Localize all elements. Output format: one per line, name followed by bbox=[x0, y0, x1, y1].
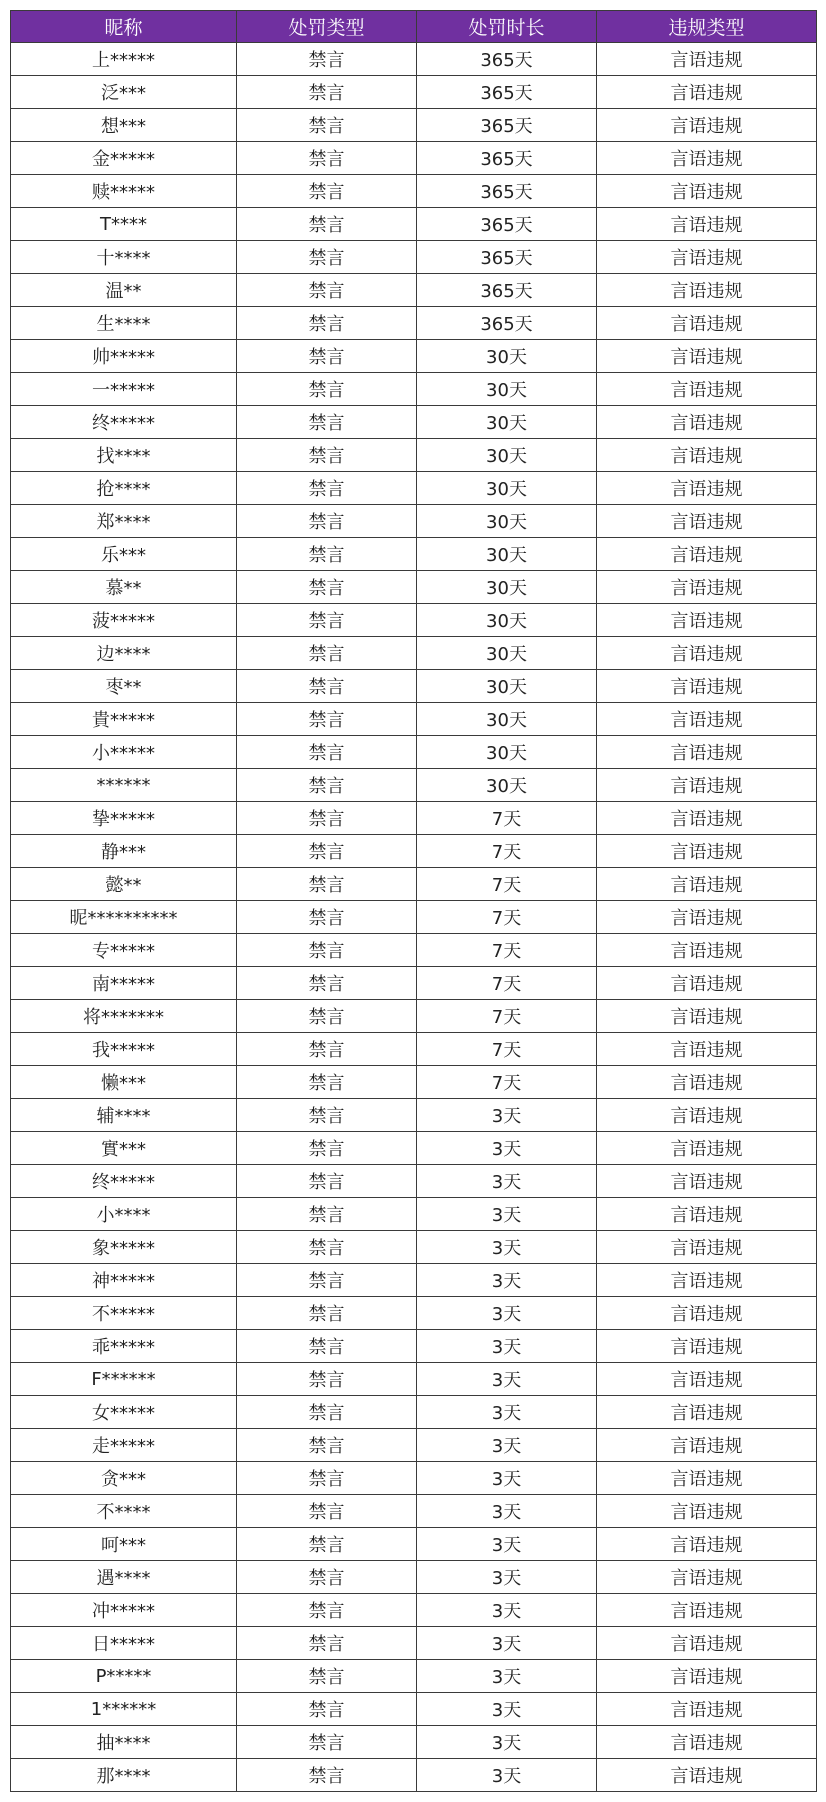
table-row bbox=[11, 1231, 817, 1264]
cell-penalty-type: 禁言 bbox=[237, 307, 417, 340]
cell-penalty-type: 禁言 bbox=[237, 868, 417, 901]
cell-violation-type: 言语违规 bbox=[597, 175, 817, 208]
cell-violation-type: 言语违规 bbox=[597, 1099, 817, 1132]
cell-penalty-type: 禁言 bbox=[237, 1363, 417, 1396]
cell-penalty-type: 禁言 bbox=[237, 1099, 417, 1132]
table-row bbox=[11, 1561, 817, 1594]
table-row bbox=[11, 1132, 817, 1165]
cell-nickname: 挚***** bbox=[11, 802, 237, 835]
cell-nickname: 静*** bbox=[11, 835, 237, 868]
table-row bbox=[11, 1033, 817, 1066]
cell-penalty-duration: 30天 bbox=[417, 736, 597, 769]
cell-penalty-duration: 3天 bbox=[417, 1231, 597, 1264]
cell-penalty-type: 禁言 bbox=[237, 1495, 417, 1528]
cell-penalty-duration: 3天 bbox=[417, 1165, 597, 1198]
table-row bbox=[11, 1660, 817, 1693]
cell-violation-type: 言语违规 bbox=[597, 1594, 817, 1627]
table-row bbox=[11, 1363, 817, 1396]
cell-violation-type: 言语违规 bbox=[597, 505, 817, 538]
cell-violation-type: 言语违规 bbox=[597, 571, 817, 604]
table-row bbox=[11, 406, 817, 439]
cell-penalty-duration: 3天 bbox=[417, 1132, 597, 1165]
table-row bbox=[11, 1693, 817, 1726]
cell-penalty-type: 禁言 bbox=[237, 76, 417, 109]
cell-violation-type: 言语违规 bbox=[597, 208, 817, 241]
cell-penalty-type: 禁言 bbox=[237, 604, 417, 637]
table-row bbox=[11, 835, 817, 868]
table-row bbox=[11, 439, 817, 472]
cell-violation-type: 言语违规 bbox=[597, 1528, 817, 1561]
cell-nickname: 我***** bbox=[11, 1033, 237, 1066]
cell-violation-type: 言语违规 bbox=[597, 637, 817, 670]
cell-penalty-type: 禁言 bbox=[237, 1594, 417, 1627]
cell-nickname: 终***** bbox=[11, 1165, 237, 1198]
cell-violation-type: 言语违规 bbox=[597, 967, 817, 1000]
cell-violation-type: 言语违规 bbox=[597, 1462, 817, 1495]
table-row bbox=[11, 472, 817, 505]
cell-penalty-type: 禁言 bbox=[237, 1462, 417, 1495]
cell-violation-type: 言语违规 bbox=[597, 1627, 817, 1660]
table-row bbox=[11, 43, 817, 76]
cell-violation-type: 言语违规 bbox=[597, 1132, 817, 1165]
cell-penalty-type: 禁言 bbox=[237, 1396, 417, 1429]
cell-violation-type: 言语违规 bbox=[597, 802, 817, 835]
table-row bbox=[11, 1495, 817, 1528]
cell-nickname: 不***** bbox=[11, 1297, 237, 1330]
table-row bbox=[11, 1396, 817, 1429]
table-row bbox=[11, 1528, 817, 1561]
table-row bbox=[11, 241, 817, 274]
cell-violation-type: 言语违规 bbox=[597, 604, 817, 637]
table-row bbox=[11, 1099, 817, 1132]
header-row bbox=[11, 11, 817, 43]
table-row bbox=[11, 571, 817, 604]
cell-nickname: 昵********** bbox=[11, 901, 237, 934]
cell-penalty-type: 禁言 bbox=[237, 769, 417, 802]
cell-nickname: 冲***** bbox=[11, 1594, 237, 1627]
table-row bbox=[11, 934, 817, 967]
table-row bbox=[11, 703, 817, 736]
cell-penalty-duration: 3天 bbox=[417, 1594, 597, 1627]
cell-nickname: 懒*** bbox=[11, 1066, 237, 1099]
cell-penalty-duration: 30天 bbox=[417, 472, 597, 505]
cell-nickname: 菠***** bbox=[11, 604, 237, 637]
cell-violation-type: 言语违规 bbox=[597, 340, 817, 373]
cell-penalty-duration: 3天 bbox=[417, 1363, 597, 1396]
cell-nickname: 抢**** bbox=[11, 472, 237, 505]
cell-nickname: 懿** bbox=[11, 868, 237, 901]
cell-penalty-duration: 3天 bbox=[417, 1660, 597, 1693]
cell-penalty-duration: 7天 bbox=[417, 1066, 597, 1099]
cell-violation-type: 言语违规 bbox=[597, 109, 817, 142]
cell-penalty-duration: 3天 bbox=[417, 1627, 597, 1660]
cell-violation-type: 言语违规 bbox=[597, 1759, 817, 1792]
cell-violation-type: 言语违规 bbox=[597, 1000, 817, 1033]
cell-penalty-duration: 7天 bbox=[417, 835, 597, 868]
cell-penalty-duration: 3天 bbox=[417, 1330, 597, 1363]
cell-penalty-duration: 30天 bbox=[417, 538, 597, 571]
cell-penalty-duration: 7天 bbox=[417, 1033, 597, 1066]
cell-violation-type: 言语违规 bbox=[597, 538, 817, 571]
cell-nickname: 小***** bbox=[11, 736, 237, 769]
cell-penalty-type: 禁言 bbox=[237, 274, 417, 307]
table-row bbox=[11, 637, 817, 670]
cell-nickname: T**** bbox=[11, 208, 237, 241]
cell-penalty-type: 禁言 bbox=[237, 472, 417, 505]
cell-nickname: 贪*** bbox=[11, 1462, 237, 1495]
cell-penalty-duration: 3天 bbox=[417, 1396, 597, 1429]
cell-penalty-type: 禁言 bbox=[237, 241, 417, 274]
table-row bbox=[11, 1000, 817, 1033]
cell-nickname: 貴***** bbox=[11, 703, 237, 736]
table-row bbox=[11, 967, 817, 1000]
cell-nickname: 枣** bbox=[11, 670, 237, 703]
cell-penalty-duration: 30天 bbox=[417, 505, 597, 538]
cell-penalty-duration: 30天 bbox=[417, 406, 597, 439]
cell-penalty-type: 禁言 bbox=[237, 373, 417, 406]
cell-nickname: 實*** bbox=[11, 1132, 237, 1165]
cell-penalty-duration: 7天 bbox=[417, 967, 597, 1000]
cell-penalty-type: 禁言 bbox=[237, 1066, 417, 1099]
table-row bbox=[11, 340, 817, 373]
cell-penalty-duration: 30天 bbox=[417, 340, 597, 373]
cell-penalty-type: 禁言 bbox=[237, 142, 417, 175]
cell-penalty-type: 禁言 bbox=[237, 934, 417, 967]
cell-penalty-duration: 30天 bbox=[417, 670, 597, 703]
cell-penalty-type: 禁言 bbox=[237, 340, 417, 373]
cell-penalty-type: 禁言 bbox=[237, 736, 417, 769]
cell-violation-type: 言语违规 bbox=[597, 769, 817, 802]
cell-nickname: 慕** bbox=[11, 571, 237, 604]
cell-violation-type: 言语违规 bbox=[597, 934, 817, 967]
cell-penalty-type: 禁言 bbox=[237, 175, 417, 208]
table-row bbox=[11, 307, 817, 340]
cell-violation-type: 言语违规 bbox=[597, 1264, 817, 1297]
cell-nickname: 不**** bbox=[11, 1495, 237, 1528]
cell-penalty-duration: 3天 bbox=[417, 1264, 597, 1297]
table-row bbox=[11, 1198, 817, 1231]
cell-nickname: ****** bbox=[11, 769, 237, 802]
cell-nickname: 那**** bbox=[11, 1759, 237, 1792]
table-row bbox=[11, 76, 817, 109]
table-row bbox=[11, 1165, 817, 1198]
cell-penalty-duration: 30天 bbox=[417, 703, 597, 736]
penalty-table bbox=[10, 10, 817, 1792]
cell-penalty-type: 禁言 bbox=[237, 1693, 417, 1726]
cell-violation-type: 言语违规 bbox=[597, 1165, 817, 1198]
cell-nickname: 抽**** bbox=[11, 1726, 237, 1759]
cell-violation-type: 言语违规 bbox=[597, 1033, 817, 1066]
header-violation-type: 违规类型 bbox=[597, 11, 817, 43]
cell-nickname: 乐*** bbox=[11, 538, 237, 571]
cell-penalty-duration: 30天 bbox=[417, 769, 597, 802]
cell-penalty-duration: 30天 bbox=[417, 637, 597, 670]
cell-penalty-type: 禁言 bbox=[237, 1759, 417, 1792]
cell-violation-type: 言语违规 bbox=[597, 1363, 817, 1396]
table-row bbox=[11, 208, 817, 241]
cell-nickname: 一***** bbox=[11, 373, 237, 406]
cell-nickname: 金***** bbox=[11, 142, 237, 175]
cell-penalty-duration: 3天 bbox=[417, 1462, 597, 1495]
cell-nickname: 郑**** bbox=[11, 505, 237, 538]
cell-penalty-type: 禁言 bbox=[237, 835, 417, 868]
cell-nickname: P***** bbox=[11, 1660, 237, 1693]
table-row bbox=[11, 1594, 817, 1627]
cell-violation-type: 言语违规 bbox=[597, 1660, 817, 1693]
table-row bbox=[11, 1462, 817, 1495]
cell-penalty-duration: 30天 bbox=[417, 439, 597, 472]
table-row bbox=[11, 604, 817, 637]
cell-penalty-type: 禁言 bbox=[237, 967, 417, 1000]
cell-violation-type: 言语违规 bbox=[597, 736, 817, 769]
cell-nickname: F****** bbox=[11, 1363, 237, 1396]
table-row bbox=[11, 1759, 817, 1792]
header-penalty-type: 处罚类型 bbox=[237, 11, 417, 43]
cell-nickname: 赎***** bbox=[11, 175, 237, 208]
cell-nickname: 温** bbox=[11, 274, 237, 307]
cell-violation-type: 言语违规 bbox=[597, 1396, 817, 1429]
cell-penalty-duration: 30天 bbox=[417, 604, 597, 637]
cell-violation-type: 言语违规 bbox=[597, 1231, 817, 1264]
cell-nickname: 上***** bbox=[11, 43, 237, 76]
header-penalty-duration: 处罚时长 bbox=[417, 11, 597, 43]
cell-violation-type: 言语违规 bbox=[597, 76, 817, 109]
cell-violation-type: 言语违规 bbox=[597, 274, 817, 307]
cell-violation-type: 言语违规 bbox=[597, 835, 817, 868]
cell-penalty-type: 禁言 bbox=[237, 1198, 417, 1231]
cell-penalty-duration: 365天 bbox=[417, 76, 597, 109]
table-row bbox=[11, 109, 817, 142]
cell-penalty-duration: 365天 bbox=[417, 109, 597, 142]
cell-nickname: 边**** bbox=[11, 637, 237, 670]
cell-nickname: 找**** bbox=[11, 439, 237, 472]
cell-penalty-type: 禁言 bbox=[237, 208, 417, 241]
cell-penalty-duration: 365天 bbox=[417, 241, 597, 274]
cell-violation-type: 言语违规 bbox=[597, 307, 817, 340]
table-row bbox=[11, 505, 817, 538]
cell-violation-type: 言语违规 bbox=[597, 901, 817, 934]
cell-penalty-duration: 365天 bbox=[417, 175, 597, 208]
cell-penalty-duration: 7天 bbox=[417, 868, 597, 901]
cell-violation-type: 言语违规 bbox=[597, 1693, 817, 1726]
table-row bbox=[11, 769, 817, 802]
table-row bbox=[11, 868, 817, 901]
cell-penalty-type: 禁言 bbox=[237, 1231, 417, 1264]
cell-penalty-type: 禁言 bbox=[237, 1627, 417, 1660]
cell-penalty-duration: 7天 bbox=[417, 1000, 597, 1033]
cell-penalty-type: 禁言 bbox=[237, 538, 417, 571]
cell-penalty-type: 禁言 bbox=[237, 901, 417, 934]
cell-penalty-type: 禁言 bbox=[237, 1528, 417, 1561]
cell-violation-type: 言语违规 bbox=[597, 1561, 817, 1594]
cell-violation-type: 言语违规 bbox=[597, 406, 817, 439]
table-row bbox=[11, 1297, 817, 1330]
cell-nickname: 1****** bbox=[11, 1693, 237, 1726]
cell-penalty-type: 禁言 bbox=[237, 1264, 417, 1297]
cell-penalty-duration: 3天 bbox=[417, 1198, 597, 1231]
table-body bbox=[11, 43, 817, 1792]
cell-violation-type: 言语违规 bbox=[597, 1330, 817, 1363]
cell-penalty-type: 禁言 bbox=[237, 1561, 417, 1594]
cell-nickname: 专***** bbox=[11, 934, 237, 967]
cell-penalty-type: 禁言 bbox=[237, 1660, 417, 1693]
cell-penalty-duration: 3天 bbox=[417, 1495, 597, 1528]
cell-nickname: 遇**** bbox=[11, 1561, 237, 1594]
cell-nickname: 生**** bbox=[11, 307, 237, 340]
table-row bbox=[11, 802, 817, 835]
cell-nickname: 帅***** bbox=[11, 340, 237, 373]
cell-nickname: 走***** bbox=[11, 1429, 237, 1462]
cell-penalty-type: 禁言 bbox=[237, 1726, 417, 1759]
cell-nickname: 女***** bbox=[11, 1396, 237, 1429]
cell-penalty-type: 禁言 bbox=[237, 571, 417, 604]
cell-penalty-duration: 3天 bbox=[417, 1693, 597, 1726]
cell-penalty-type: 禁言 bbox=[237, 406, 417, 439]
table-row bbox=[11, 175, 817, 208]
cell-penalty-type: 禁言 bbox=[237, 439, 417, 472]
cell-nickname: 神***** bbox=[11, 1264, 237, 1297]
cell-penalty-duration: 30天 bbox=[417, 373, 597, 406]
cell-violation-type: 言语违规 bbox=[597, 1297, 817, 1330]
cell-nickname: 象***** bbox=[11, 1231, 237, 1264]
cell-violation-type: 言语违规 bbox=[597, 241, 817, 274]
cell-nickname: 十**** bbox=[11, 241, 237, 274]
cell-nickname: 将******* bbox=[11, 1000, 237, 1033]
cell-violation-type: 言语违规 bbox=[597, 142, 817, 175]
cell-violation-type: 言语违规 bbox=[597, 670, 817, 703]
table-header bbox=[11, 11, 817, 43]
cell-penalty-duration: 365天 bbox=[417, 142, 597, 175]
cell-penalty-duration: 365天 bbox=[417, 307, 597, 340]
table-row bbox=[11, 1726, 817, 1759]
cell-penalty-duration: 30天 bbox=[417, 571, 597, 604]
cell-nickname: 呵*** bbox=[11, 1528, 237, 1561]
table-row bbox=[11, 1330, 817, 1363]
cell-penalty-type: 禁言 bbox=[237, 670, 417, 703]
cell-penalty-duration: 3天 bbox=[417, 1528, 597, 1561]
cell-penalty-type: 禁言 bbox=[237, 1033, 417, 1066]
cell-penalty-duration: 7天 bbox=[417, 802, 597, 835]
table-row bbox=[11, 274, 817, 307]
cell-penalty-duration: 365天 bbox=[417, 274, 597, 307]
cell-penalty-type: 禁言 bbox=[237, 1000, 417, 1033]
cell-penalty-duration: 3天 bbox=[417, 1099, 597, 1132]
cell-penalty-duration: 3天 bbox=[417, 1561, 597, 1594]
cell-nickname: 终***** bbox=[11, 406, 237, 439]
cell-nickname: 泛*** bbox=[11, 76, 237, 109]
cell-violation-type: 言语违规 bbox=[597, 1495, 817, 1528]
table-row bbox=[11, 736, 817, 769]
cell-violation-type: 言语违规 bbox=[597, 1429, 817, 1462]
cell-violation-type: 言语违规 bbox=[597, 373, 817, 406]
table-row bbox=[11, 1264, 817, 1297]
table-row bbox=[11, 670, 817, 703]
cell-nickname: 日***** bbox=[11, 1627, 237, 1660]
table-row bbox=[11, 373, 817, 406]
cell-violation-type: 言语违规 bbox=[597, 472, 817, 505]
cell-penalty-type: 禁言 bbox=[237, 43, 417, 76]
cell-penalty-duration: 3天 bbox=[417, 1726, 597, 1759]
cell-penalty-type: 禁言 bbox=[237, 1297, 417, 1330]
cell-violation-type: 言语违规 bbox=[597, 1726, 817, 1759]
cell-penalty-type: 禁言 bbox=[237, 1132, 417, 1165]
cell-penalty-type: 禁言 bbox=[237, 109, 417, 142]
table-row bbox=[11, 901, 817, 934]
cell-penalty-duration: 7天 bbox=[417, 934, 597, 967]
table-row bbox=[11, 1066, 817, 1099]
header-nickname: 昵称 bbox=[11, 11, 237, 43]
cell-penalty-duration: 365天 bbox=[417, 208, 597, 241]
cell-nickname: 小**** bbox=[11, 1198, 237, 1231]
cell-violation-type: 言语违规 bbox=[597, 43, 817, 76]
cell-violation-type: 言语违规 bbox=[597, 1066, 817, 1099]
cell-penalty-type: 禁言 bbox=[237, 1429, 417, 1462]
cell-penalty-duration: 7天 bbox=[417, 901, 597, 934]
cell-penalty-type: 禁言 bbox=[237, 703, 417, 736]
cell-nickname: 乖***** bbox=[11, 1330, 237, 1363]
cell-penalty-type: 禁言 bbox=[237, 1330, 417, 1363]
cell-penalty-type: 禁言 bbox=[237, 637, 417, 670]
cell-violation-type: 言语违规 bbox=[597, 703, 817, 736]
cell-violation-type: 言语违规 bbox=[597, 868, 817, 901]
cell-penalty-type: 禁言 bbox=[237, 1165, 417, 1198]
cell-nickname: 想*** bbox=[11, 109, 237, 142]
penalty-table-container bbox=[10, 10, 816, 1792]
cell-nickname: 南***** bbox=[11, 967, 237, 1000]
cell-violation-type: 言语违规 bbox=[597, 1198, 817, 1231]
cell-nickname: 辅**** bbox=[11, 1099, 237, 1132]
cell-penalty-duration: 3天 bbox=[417, 1429, 597, 1462]
cell-penalty-type: 禁言 bbox=[237, 802, 417, 835]
cell-penalty-duration: 3天 bbox=[417, 1297, 597, 1330]
cell-penalty-duration: 3天 bbox=[417, 1759, 597, 1792]
cell-penalty-duration: 365天 bbox=[417, 43, 597, 76]
table-row bbox=[11, 142, 817, 175]
table-row bbox=[11, 538, 817, 571]
table-row bbox=[11, 1429, 817, 1462]
cell-penalty-type: 禁言 bbox=[237, 505, 417, 538]
cell-violation-type: 言语违规 bbox=[597, 439, 817, 472]
table-row bbox=[11, 1627, 817, 1660]
